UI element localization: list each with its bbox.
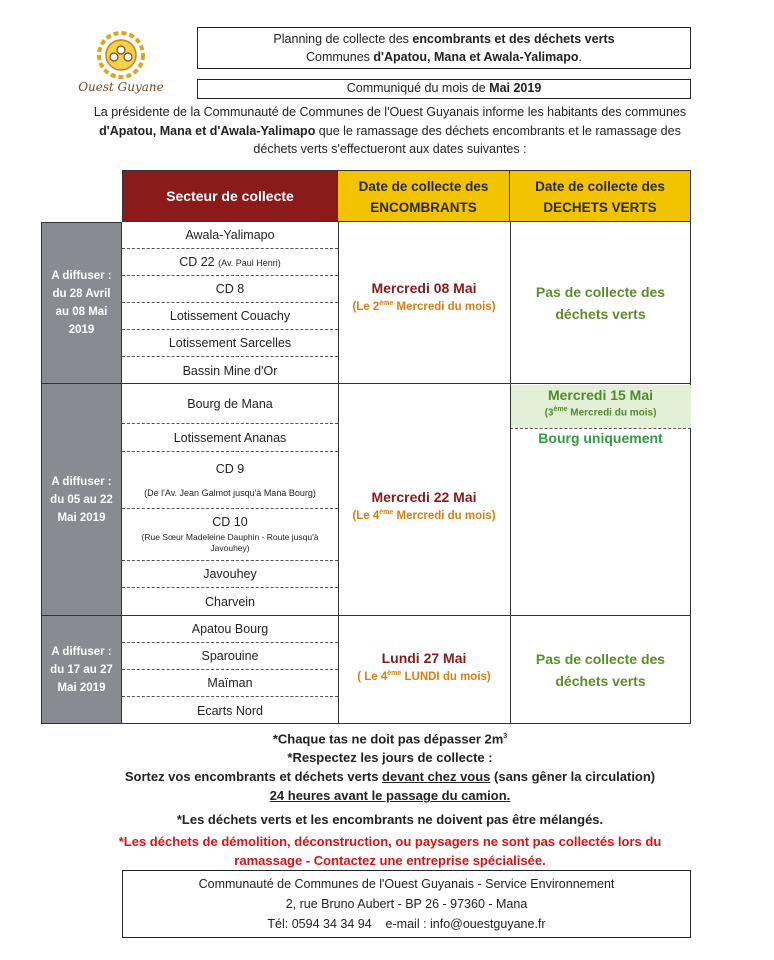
collection-table <box>41 170 691 724</box>
table-row <box>122 424 338 452</box>
note-text: LUNDI du mois) <box>401 670 491 683</box>
intro-paragraph <box>40 103 740 159</box>
note-3 <box>40 767 740 786</box>
note-text: (Le 2 <box>352 300 380 313</box>
sector-detail: (Rue Sœur Madeleine Dauphin - Route jusqu'à Javouhey) <box>141 532 319 553</box>
diffuse-2-line-3: Mai 2019 <box>57 511 106 524</box>
enc-date-3-value: Lundi 27 Mai <box>381 650 467 666</box>
note-3-end: (sans gêner la circulation) <box>490 769 656 785</box>
sector-name: CD 8 <box>215 282 245 296</box>
sector-name: CD 9 <box>215 462 245 476</box>
ouest-guyane-logo <box>66 28 176 108</box>
sector-name: Lotissement Sarcelles <box>168 336 292 350</box>
sector-name: Javouhey <box>203 567 257 581</box>
month-label: Communiqué du mois de <box>346 81 490 95</box>
header-encombrants <box>338 170 510 222</box>
title-line-1-text: Planning de collecte des <box>273 32 413 46</box>
header-dv-line-2: DECHETS VERTS <box>543 200 657 215</box>
notes <box>40 727 740 870</box>
diffuse-period-1 <box>41 222 122 384</box>
header-encombrants-line-2: ENCOMBRANTS <box>370 200 477 215</box>
sector-name: Ecarts Nord <box>197 703 263 718</box>
table-row <box>122 509 338 561</box>
table-row <box>122 670 338 697</box>
diffuse-1-line-1: A diffuser : <box>51 270 112 282</box>
sectors-block-1 <box>122 222 338 384</box>
logo-emblem-icon <box>66 28 176 82</box>
note-sup: ème <box>379 509 394 516</box>
note-4: 24 heures avant le passage du camion. <box>269 788 511 804</box>
title-line-1 <box>198 30 690 48</box>
enc-date-3 <box>338 650 510 683</box>
dv-date-2-box <box>510 385 691 428</box>
note-3-underline: devant chez vous <box>382 769 491 785</box>
intro-line-1: La présidente de la Communauté de Communes de l'Ouest Guyanais informe les habitants des communes <box>93 105 687 119</box>
dv-date-1 <box>510 281 691 325</box>
header-dechets-verts <box>510 170 691 222</box>
intro-communes: d'Apatou, Mana et d'Awala-Yalimapo <box>99 123 316 138</box>
note-6: *Les déchets de démolition, déconstruction, ou paysagers ne sont pas collectés lors du <box>118 834 662 850</box>
header-sector: Secteur de collecte <box>122 170 338 222</box>
enc-date-2-note <box>338 509 510 522</box>
footer-line-2: 2, rue Bruno Aubert - BP 26 - 97360 - Mana <box>285 897 528 911</box>
dv-3-line-2: déchets verts <box>555 673 646 689</box>
note-text: Mercredi du mois) <box>393 509 496 522</box>
table-row <box>122 697 338 724</box>
title-line-2-text: Communes <box>306 50 374 64</box>
sector-name: Sparouine <box>201 649 259 663</box>
title-line-2-end: . <box>578 50 582 64</box>
dv-date-2-note <box>510 406 691 418</box>
diffuse-1-line-2: du 28 Avril <box>52 288 111 300</box>
diffuse-3-line-1: A diffuser : <box>51 645 112 658</box>
note-1-text: *Chaque tas ne doit pas dépasser 2m <box>272 731 504 747</box>
enc-date-1-value: Mercredi 08 Mai <box>371 280 477 296</box>
dv-1-line-2: déchets verts <box>555 306 646 322</box>
note-sup: ème <box>387 670 402 677</box>
dv-date-3 <box>510 648 691 692</box>
sector-name: CD 22 <box>179 255 215 269</box>
diffuse-2-line-1: A diffuser : <box>51 475 112 488</box>
note-sup: ème <box>379 300 394 307</box>
sector-detail: (Av. Paul Henri) <box>218 258 281 268</box>
table-row <box>122 330 338 357</box>
note-5: *Les déchets verts et les encombrants ne doivent pas être mélangés. <box>176 812 604 828</box>
note-1-sup: 3 <box>503 733 508 740</box>
note-text: (Le 4 <box>352 509 380 522</box>
sector-name: Apatou Bourg <box>191 622 269 636</box>
sector-name: Charvein <box>204 595 256 609</box>
enc-date-2-value: Mercredi 22 Mai <box>371 489 477 505</box>
table-row <box>122 249 338 276</box>
intro-line-2-text: que le ramassage des déchets encombrants et le ramassage des <box>315 123 681 138</box>
title-line-2-bold: d'Apatou, Mana et Awala-Yalimapo <box>373 50 579 64</box>
note-text: (3 <box>544 407 554 419</box>
table-row <box>122 276 338 303</box>
table-row <box>122 561 338 588</box>
table-row <box>122 616 338 643</box>
table-row <box>122 357 338 384</box>
note-text: Mercredi du mois) <box>567 407 657 419</box>
enc-date-2 <box>338 489 510 522</box>
sector-name: Maïman <box>207 676 253 690</box>
dv-divider <box>510 428 691 429</box>
enc-date-3-note <box>338 670 510 683</box>
table-row <box>122 588 338 616</box>
diffuse-1-line-4: 2019 <box>68 324 95 336</box>
diffuse-1-line-3: au 08 Mai <box>55 306 108 318</box>
table-row <box>122 643 338 670</box>
sector-name: CD 10 <box>212 515 248 529</box>
table-row <box>122 303 338 330</box>
logo-caption: Ouest Guyane <box>78 80 164 94</box>
sector-name: Lotissement Couachy <box>169 309 291 323</box>
dv-date-2-value: Mercredi 15 Mai <box>547 387 654 403</box>
dv-bourg-uniquement: Bourg uniquement <box>538 430 663 446</box>
table-row <box>122 222 338 249</box>
sectors-block-2 <box>122 384 338 616</box>
sector-detail: (De l'Av. Jean Galmot jusqu'à Mana Bourg) <box>144 488 316 498</box>
sector-name: Awala-Yalimapo <box>185 228 275 242</box>
diffuse-period-3 <box>41 616 122 724</box>
sector-name: Bassin Mine d'Or <box>182 363 278 378</box>
month-box <box>197 79 691 99</box>
header-dv-line-1: Date de collecte des <box>535 179 665 194</box>
dv-extra-2 <box>510 430 691 446</box>
sectors-block-3 <box>122 616 338 724</box>
diffuse-3-line-2: du 17 au 27 <box>50 663 113 676</box>
note-3-text: Sortez vos encombrants et déchets verts <box>124 769 383 785</box>
dv-3-line-1: Pas de collecte des <box>535 651 666 667</box>
title-line-1-bold: encombrants et des déchets verts <box>412 32 615 46</box>
note-sup: ème <box>553 406 568 413</box>
footer-contact <box>122 870 691 938</box>
note-2: *Respectez les jours de collecte : <box>287 750 493 766</box>
diffuse-period-2 <box>41 384 122 616</box>
table-row <box>122 452 338 509</box>
intro-line-3: déchets verts s'effectueront aux dates suivantes : <box>253 142 527 156</box>
note-text: Mercredi du mois) <box>393 300 496 313</box>
note-7: ramassage - Contactez une entreprise spécialisée. <box>234 853 546 869</box>
table-row <box>122 384 338 424</box>
dv-1-line-1: Pas de collecte des <box>535 284 666 300</box>
sector-name: Bourg de Mana <box>187 396 273 411</box>
diffuse-3-line-3: Mai 2019 <box>57 681 106 694</box>
diffuse-2-line-2: du 05 au 22 <box>50 493 113 506</box>
intro-line-2 <box>40 122 740 141</box>
column-divider <box>338 222 339 724</box>
enc-date-1-note <box>338 300 510 313</box>
header-encombrants-line-1: Date de collecte des <box>358 179 489 194</box>
month-value: Mai 2019 <box>489 81 542 95</box>
footer-line-1: Communauté de Communes de l'Ouest Guyanais - Service Environnement <box>198 877 615 891</box>
note-text: ( Le 4 <box>357 670 388 683</box>
note-1 <box>40 727 740 748</box>
title-line-2 <box>198 48 690 66</box>
title-box <box>197 27 691 69</box>
footer-line-3: Tél: 0594 34 34 94 e-mail : info@ouestguyane.fr <box>267 917 546 931</box>
sector-name: Lotissement Ananas <box>173 430 287 445</box>
enc-date-1 <box>338 280 510 313</box>
column-divider <box>510 222 511 724</box>
